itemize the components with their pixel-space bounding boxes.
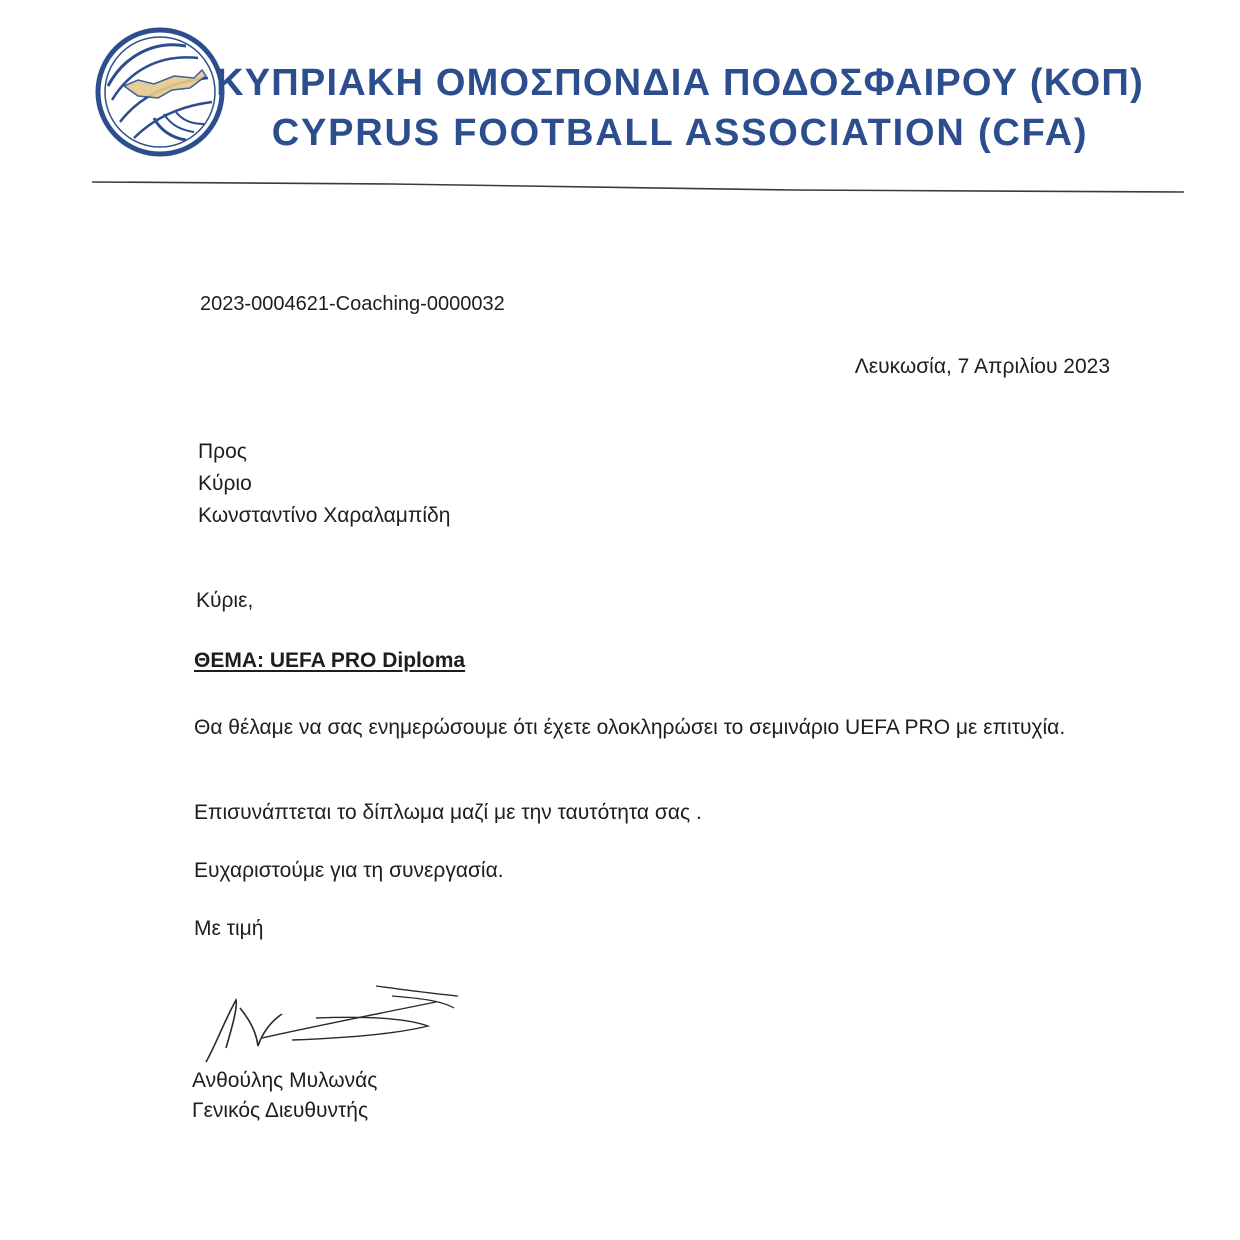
letter-date: Λευκωσία, 7 Απριλίου 2023 xyxy=(854,355,1110,378)
body-paragraph-2: Επισυνάπτεται το δίπλωμα μαζί με την ταυτότητα σας . xyxy=(194,801,702,824)
header-divider xyxy=(92,180,1184,194)
organization-name-greek: ΚΥΠΡΙΑΚΗ ΟΜΟΣΠΟΝΔΙΑ ΠΟΔΟΣΦΑΙΡΟΥ (ΚΟΠ) xyxy=(216,62,1144,104)
body-paragraph-1: Θα θέλαμε να σας ενημερώσουμε ότι έχετε ολοκληρώσει το σεμινάριο UEFA PRO με επιτυχία. xyxy=(194,716,1066,739)
salutation: Κύριε, xyxy=(196,589,254,612)
subject-line: ΘΕΜΑ: UEFA PRO Diploma xyxy=(194,649,466,672)
signatory-block xyxy=(192,1066,377,1126)
recipient-name: Κωνσταντίνο Χαραλαμπίδη xyxy=(198,504,451,527)
closing: Με τιμή xyxy=(194,917,264,940)
reference-number: 2023-0004621-Coaching-0000032 xyxy=(200,293,505,315)
signatory-title: Γενικός Διευθυντής xyxy=(192,1099,369,1122)
signatory-name: Ανθούλης Μυλωνάς xyxy=(192,1069,378,1092)
organization-name-english: CYPRUS FOOTBALL ASSOCIATION (CFA) xyxy=(271,112,1089,154)
recipient-line-title: Κύριο xyxy=(198,472,252,495)
recipient-block xyxy=(198,436,450,532)
recipient-line-to: Προς xyxy=(198,440,247,463)
body-paragraph-3: Ευχαριστούμε για τη συνεργασία. xyxy=(194,859,504,882)
handwritten-signature xyxy=(196,978,468,1070)
